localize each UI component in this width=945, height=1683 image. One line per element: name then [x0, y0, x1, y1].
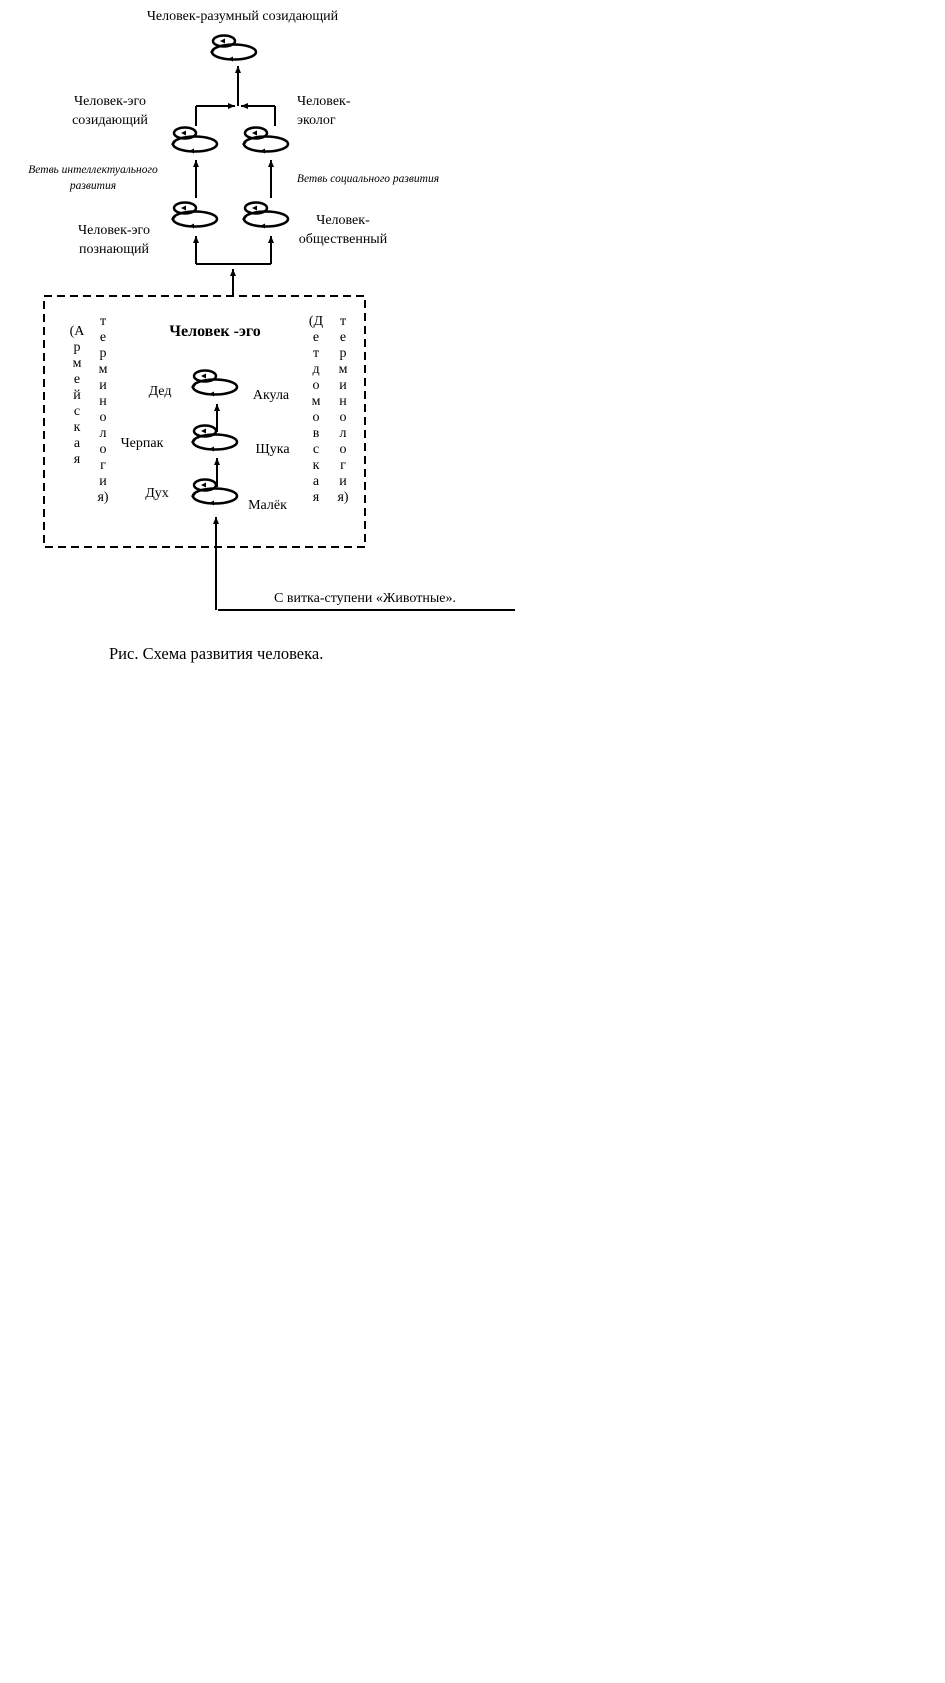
- level-dukh-label: Дух: [145, 486, 169, 501]
- spiral-icon: [192, 426, 237, 452]
- branch-intellectual-label: Ветвь интеллектуального развития: [28, 164, 158, 192]
- spiral-icon: [172, 128, 217, 154]
- node-social-label: Человек- общественный: [298, 213, 388, 247]
- army-terminology-col2: т е р м и н о л о г и я): [97, 314, 109, 505]
- orphanage-terminology-col2: т е р м и н о л о г и я): [337, 314, 349, 505]
- spiral-icon: [243, 128, 288, 154]
- level-cherpak-label: Черпак: [120, 436, 164, 451]
- level-ded-label: Дед: [148, 384, 172, 399]
- orphanage-terminology-col1: (Д е т д о м о в с к а я: [308, 314, 324, 505]
- figure-caption: Рис. Схема развития человека.: [109, 644, 324, 663]
- level-akula-label: Акула: [252, 388, 290, 403]
- army-terminology-col1: (А р м е й с к а я: [69, 324, 85, 467]
- spiral-icon: [211, 36, 256, 62]
- node-ecologist-label: Человек- эколог: [297, 94, 351, 128]
- spiral-icon: [172, 203, 217, 229]
- branch-social-label: Ветвь социального развития: [296, 173, 440, 185]
- spiral-icon: [192, 371, 237, 397]
- node-ego-creator-label: Человек-эго созидающий: [72, 94, 148, 128]
- spiral-icon: [243, 203, 288, 229]
- source-label: С витка-ступени «Животные».: [274, 591, 456, 606]
- node-top-label: Человек-разумный созидающий: [146, 9, 339, 24]
- ego-box-title: Человек -эго: [169, 323, 261, 340]
- spiral-icon: [192, 480, 237, 506]
- level-malyok-label: Малёк: [248, 498, 287, 513]
- node-ego-cognizing-label: Человек-эго познающий: [78, 223, 150, 257]
- level-shchuka-label: Щука: [255, 442, 290, 457]
